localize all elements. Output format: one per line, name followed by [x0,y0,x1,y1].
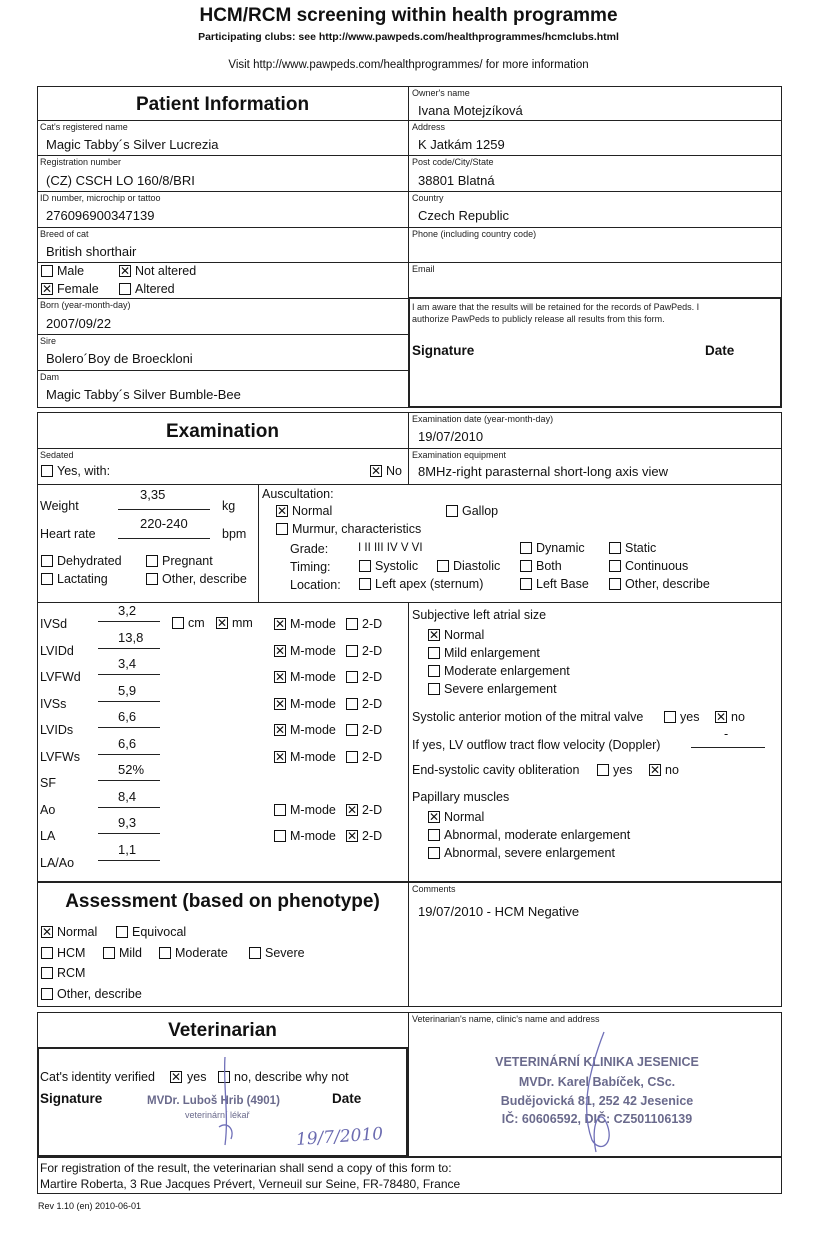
mmode-checkbox[interactable]: ✕ [275,697,286,711]
meas-value-ivss[interactable]: 5,9 [118,683,137,698]
esco-no-label: no [665,763,679,777]
location-label: Location: [290,578,341,592]
left-apex-checkbox[interactable] [359,578,371,590]
mm-label: mm [232,616,253,630]
footer-line-2: Martire Roberta, 3 Rue Jacques Prévert, Verneuil sur Seine, FR-78480, France [40,1177,461,1191]
meas-label-lvfwd: LVFWd [40,670,81,684]
sam-label: Systolic anterior motion of the mitral valve [412,710,644,724]
ausc-normal-label: Normal [292,504,333,518]
handwritten-date: 19/7/2010 [295,1123,384,1151]
static-label: Static [625,541,657,555]
post-value[interactable]: 38801 Blatná [418,173,495,188]
moderate-label: Moderate [175,946,228,960]
sam-no-checkbox[interactable]: ✕ [716,710,727,724]
mmode-label: M-mode [290,803,336,817]
meas-label-lvfws: LVFWs [40,750,81,764]
moderate-checkbox[interactable] [159,947,171,959]
meas-value-la-ao[interactable]: 1,1 [118,842,137,857]
identity-label: Cat's identity verified [40,1070,155,1084]
country-value[interactable]: Czech Republic [418,208,510,223]
vet-signature-stamp: MVDr. Luboš Hrib (4901) [147,1095,280,1107]
participating-clubs: Participating clubs: see http://www.pawpeds.com/healthprogrammes/hcmclubs.html [198,31,619,43]
comments-value[interactable]: 19/07/2010 - HCM Negative [418,904,580,919]
other-condition-checkbox[interactable] [146,573,158,585]
twod-label: 2-D [362,803,383,817]
murmur-label: Murmur, characteristics [292,522,422,536]
consent-text-2: authorize PawPeds to publicly release all results from this form. [412,314,665,324]
lactating-checkbox[interactable] [41,573,53,585]
subj-severe-checkbox[interactable] [428,683,440,695]
twod-label: 2-D [362,697,383,711]
static-checkbox[interactable] [609,542,621,554]
twod-checkbox[interactable] [346,671,358,683]
meas-label-la-ao: LA/Ao [40,856,75,870]
sedated-no-checkbox[interactable]: ✕ [371,464,382,478]
mm-checkbox[interactable]: ✕ [217,616,228,630]
meas-label-ivss: IVSs [40,697,67,711]
twod-checkbox[interactable] [346,751,358,763]
severe-checkbox[interactable] [249,947,261,959]
esco-label: End-systolic cavity obliteration [412,763,580,777]
pap-normal-label: Normal [444,810,485,824]
twod-label: 2-D [362,723,383,737]
sire-value[interactable]: Bolero´Boy de Broeckloni [46,351,193,366]
meas-value-lvfwd[interactable]: 3,4 [118,656,137,671]
mmode-checkbox[interactable]: ✕ [275,723,286,737]
post-label: Post code/City/State [412,157,494,167]
cm-label: cm [188,616,205,630]
rcm-checkbox[interactable] [41,967,53,979]
mmode-label: M-mode [290,829,336,843]
twod-label: 2-D [362,644,383,658]
equipment-label: Examination equipment [412,450,507,460]
clinic-stamp-line: Budějovická 81, 252 42 Jesenice [500,1094,694,1108]
both-checkbox[interactable] [520,560,532,572]
reg-number-label: Registration number [40,157,122,167]
meas-value-lvfws[interactable]: 6,6 [118,736,137,751]
dam-value[interactable]: Magic Tabby´s Silver Bumble-Bee [46,387,241,402]
not-altered-label: Not altered [135,264,197,278]
twod-checkbox[interactable] [346,724,358,736]
form-title: HCM/RCM screening within health programme [199,5,618,26]
hcm-checkbox[interactable] [41,947,53,959]
signature-scribble-icon [205,1055,245,1150]
vet-signature-stamp-sub: veterinární lékař [185,1110,250,1120]
id-label: ID number, microchip or tattoo [40,193,161,203]
assess-other-label: Other, describe [57,987,142,1001]
pap-moderate-checkbox[interactable] [428,829,440,841]
consent-text-1: I am aware that the results will be retained for the records of PawPeds. I [412,302,700,312]
sedated-label: Sedated [40,450,74,460]
assess-other-checkbox[interactable] [41,988,53,1000]
vet-date-label: Date [332,1091,362,1106]
dehydrated-checkbox[interactable] [41,555,53,567]
clinic-stamp-line: IČ: 60606592, DIČ: CZ501106139 [501,1112,693,1126]
footer-line-1: For registration of the result, the veterinarian shall send a copy of this form to: [40,1161,452,1175]
heart-rate-unit: bpm [222,527,247,541]
reg-number-value[interactable]: (CZ) CSCH LO 160/8/BRI [46,173,195,188]
systolic-label: Systolic [375,559,419,573]
heart-rate-value[interactable]: 220-240 [140,516,188,531]
subj-severe-label: Severe enlargement [444,682,557,696]
owner-signature-label: Signature [412,343,475,358]
meas-value-la[interactable]: 9,3 [118,815,137,830]
meas-value-ivsd[interactable]: 3,2 [118,603,137,618]
meas-label-ao: Ao [40,803,56,817]
left-apex-label: Left apex (sternum) [375,577,484,591]
subj-normal-checkbox[interactable]: ✕ [429,628,440,642]
twod-checkbox[interactable] [346,645,358,657]
dehydrated-label: Dehydrated [57,554,122,568]
subj-normal-label: Normal [444,628,485,642]
comments-label: Comments [412,884,456,894]
clinic-signature-icon [560,1028,630,1158]
country-label: Country [412,193,444,203]
meas-value-ao[interactable]: 8,4 [118,789,137,804]
twod-label: 2-D [362,829,383,843]
timing-label: Timing: [290,560,331,574]
identity-yes-label: yes [187,1070,207,1084]
both-label: Both [536,559,562,573]
mmode-label: M-mode [290,670,336,684]
pregnant-label: Pregnant [162,554,213,568]
pap-moderate-label: Abnormal, moderate enlargement [444,828,631,842]
twod-checkbox[interactable] [346,698,358,710]
born-label: Born (year-month-day) [40,300,131,310]
gallop-checkbox[interactable] [446,505,458,517]
sam-yes-label: yes [680,710,700,724]
exam-date-value[interactable]: 19/07/2010 [418,429,484,444]
continuous-label: Continuous [625,559,689,573]
ausc-normal-checkbox[interactable]: ✕ [277,504,288,518]
twod-checkbox[interactable]: ✕ [347,829,358,843]
auscultation-label: Auscultation: [262,487,334,501]
meas-value-sf[interactable]: 52% [118,762,145,777]
pap-severe-checkbox[interactable] [428,847,440,859]
cm-checkbox[interactable] [172,617,184,629]
pap-normal-checkbox[interactable]: ✕ [429,810,440,824]
meas-label-sf: SF [40,776,56,790]
altered-checkbox[interactable] [119,283,131,295]
mild-label: Mild [119,946,142,960]
twod-checkbox[interactable] [346,618,358,630]
esco-yes-label: yes [613,763,633,777]
esco-no-checkbox[interactable]: ✕ [650,763,661,777]
mmode-checkbox[interactable]: ✕ [275,750,286,764]
other-condition-label: Other, describe [162,572,247,586]
diastolic-label: Diastolic [453,559,501,573]
female-checkbox[interactable]: ✕ [42,282,53,296]
subj-la-title: Subjective left atrial size [412,608,547,622]
papillary-title: Papillary muscles [412,790,510,804]
veterinarian-title: Veterinarian [168,1020,277,1041]
pregnant-checkbox[interactable] [146,555,158,567]
murmur-checkbox[interactable] [276,523,288,535]
female-label: Female [57,282,99,296]
rcm-label: RCM [57,966,86,980]
sedated-no-label: No [386,464,402,478]
email-label: Email [412,264,435,274]
twod-checkbox[interactable]: ✕ [347,803,358,817]
examination-title: Examination [166,421,279,442]
hcm-label: HCM [57,946,86,960]
severe-label: Severe [265,946,305,960]
assess-normal-label: Normal [57,925,98,939]
visit-info: Visit http://www.pawpeds.com/healthprogrammes/ for more information [228,59,589,71]
assessment-title: Assessment (based on phenotype) [65,891,380,912]
mmode-checkbox[interactable]: ✕ [275,670,286,684]
not-altered-checkbox[interactable]: ✕ [120,264,131,278]
mmode-checkbox[interactable]: ✕ [275,617,286,631]
grade-label: Grade: [290,542,329,556]
equipment-value[interactable]: 8MHz-right parasternal short-long axis view [418,464,668,479]
dam-label: Dam [40,372,60,382]
meas-value-lvids[interactable]: 6,6 [118,709,137,724]
reg-name-value[interactable]: Magic Tabby´s Silver Lucrezia [46,137,219,152]
weight-value[interactable]: 3,35 [140,487,166,502]
meas-value-lvidd[interactable]: 13,8 [118,630,144,645]
dynamic-label: Dynamic [536,541,585,555]
vet-info-label: Veterinarian's name, clinic's name and address [412,1014,600,1024]
sedated-yes-label: Yes, with: [57,464,111,478]
subj-moderate-checkbox[interactable] [428,665,440,677]
mild-checkbox[interactable] [103,947,115,959]
esco-yes-checkbox[interactable] [597,764,609,776]
identity-no-label: no, describe why not [234,1070,349,1084]
meas-label-lvidd: LVIDd [40,644,74,658]
mmode-label: M-mode [290,697,336,711]
address-value[interactable]: K Jatkám 1259 [418,137,505,152]
reg-name-label: Cat's registered name [40,122,128,132]
assess-normal-checkbox[interactable]: ✕ [42,925,53,939]
sam-yes-checkbox[interactable] [664,711,676,723]
breed-label: Breed of cat [40,229,89,239]
lvot-value[interactable]: - [724,727,729,741]
altered-label: Altered [135,282,175,296]
clinic-stamp-line: VETERINÁRNÍ KLINIKA JESENICE [495,1055,699,1069]
heart-rate-label: Heart rate [40,527,96,541]
breed-value[interactable]: British shorthair [46,244,137,259]
twod-label: 2-D [362,617,383,631]
subj-mild-checkbox[interactable] [428,647,440,659]
mmode-label: M-mode [290,750,336,764]
twod-label: 2-D [362,670,383,684]
exam-date-label: Examination date (year-month-day) [412,414,554,424]
systolic-checkbox[interactable] [359,560,371,572]
meas-label-la: LA [40,829,56,843]
weight-label: Weight [40,499,79,513]
lvot-label: If yes, LV outflow tract flow velocity (Doppler) [412,738,661,752]
mmode-checkbox[interactable] [274,804,286,816]
continuous-checkbox[interactable] [609,560,621,572]
phone-label: Phone (including country code) [412,229,537,239]
owner-name-label: Owner's name [412,88,470,98]
examination-box [37,412,782,882]
sire-label: Sire [40,336,57,346]
equivocal-checkbox[interactable] [116,926,128,938]
sedated-yes-checkbox[interactable] [41,465,53,477]
owner-date-label: Date [705,343,735,358]
mmode-label: M-mode [290,617,336,631]
twod-label: 2-D [362,750,383,764]
lactating-label: Lactating [57,572,108,586]
born-value[interactable]: 2007/09/22 [46,316,112,331]
mmode-checkbox[interactable] [274,830,286,842]
male-label: Male [57,264,85,278]
left-base-label: Left Base [536,577,589,591]
male-checkbox[interactable] [41,265,53,277]
vet-signature-label: Signature [40,1091,103,1106]
other-location-label: Other, describe [625,577,710,591]
gallop-label: Gallop [462,504,499,518]
meas-label-ivsd: IVSd [40,617,68,631]
dynamic-checkbox[interactable] [520,542,532,554]
left-base-checkbox[interactable] [520,578,532,590]
address-label: Address [412,122,446,132]
revision: Rev 1.10 (en) 2010-06-01 [38,1201,142,1211]
mmode-checkbox[interactable]: ✕ [275,644,286,658]
sam-no-label: no [731,710,745,724]
grade-values: I II III IV V VI [358,542,423,554]
mmode-label: M-mode [290,644,336,658]
weight-unit: kg [222,499,236,513]
subj-mild-label: Mild enlargement [444,646,540,660]
mmode-label: M-mode [290,723,336,737]
owner-name-value[interactable]: Ivana Motejzíková [418,103,523,118]
clinic-stamp-line: MVDr. Karel Babíček, CSc. [518,1075,676,1089]
other-location-checkbox[interactable] [609,578,621,590]
identity-yes-checkbox[interactable]: ✕ [171,1070,182,1084]
subj-moderate-label: Moderate enlargement [444,664,570,678]
diastolic-checkbox[interactable] [437,560,449,572]
equivocal-label: Equivocal [132,925,187,939]
meas-label-lvids: LVIDs [40,723,74,737]
patient-info-title: Patient Information [135,94,310,115]
pap-severe-label: Abnormal, severe enlargement [444,846,615,860]
id-value[interactable]: 276096900347139 [46,208,155,223]
